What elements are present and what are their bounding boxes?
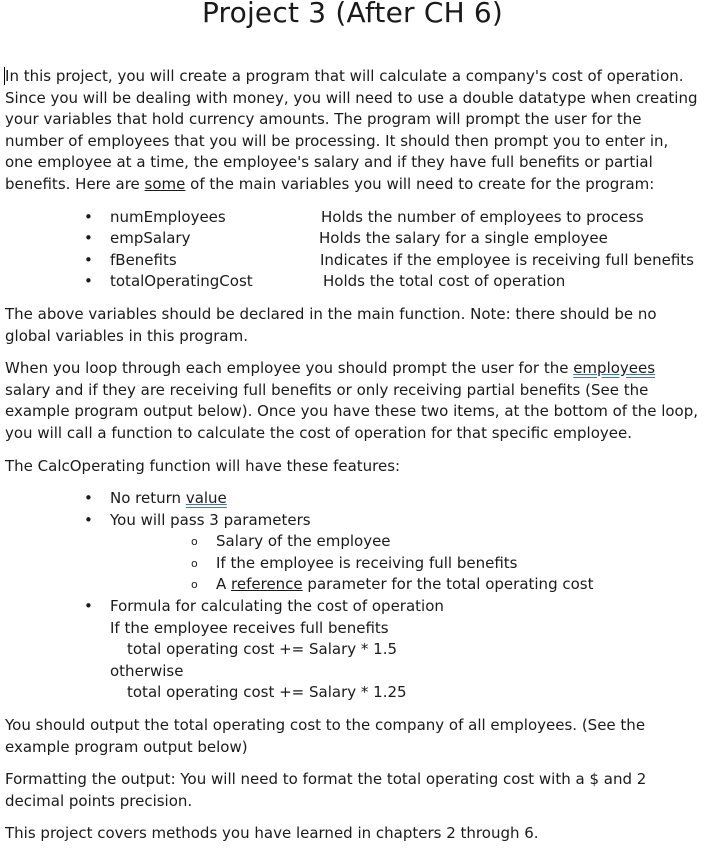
bullet-icon: • bbox=[84, 207, 93, 226]
declared-note-paragraph: The above variables should be declared in the main function. Note: there should be no global variables in this program. bbox=[5, 304, 657, 345]
text-cursor[interactable]: I bbox=[5, 67, 10, 85]
list-item: • No return value bbox=[5, 488, 699, 510]
list-item bbox=[5, 207, 699, 229]
variable-description: Holds the number of employees to process bbox=[321, 207, 644, 226]
variable-name: fBenefits bbox=[110, 250, 177, 269]
document-body bbox=[5, 66, 699, 845]
variable-description: Holds the total cost of operation bbox=[323, 272, 566, 291]
document-title: Project 3 (After CH 6) bbox=[201, 0, 504, 29]
format-paragraph: Formatting the output: You will need to format the total operating cost with a $ and 2 decimal points precision. bbox=[5, 770, 647, 810]
sub-bullet-icon: o bbox=[191, 578, 198, 592]
bullet-icon: • bbox=[84, 597, 93, 616]
underlined-reference: reference bbox=[231, 575, 303, 594]
formula-condition: If the employee receives full benefits bbox=[110, 618, 389, 637]
variable-description: Holds the salary for a single employee bbox=[319, 229, 608, 248]
list-item: • Formula for calculating the cost of operation bbox=[5, 596, 699, 618]
formula-partial-calc: total operating cost += Salary * 1.25 bbox=[127, 683, 407, 702]
grammar-flag-employees[interactable]: employees bbox=[573, 359, 656, 378]
intro-paragraph: In this project, you will create a program that will calculate a company's cost of operation. Since you will be dealing with money, you will need to use a double datatype when creating your variables that hold currency amounts. The program will prompt the user for the number of employees that you will be processing. It should then prompt you to enter in, one employee at a time, the employee's salary and if they have full benefits or partial benefits. Here are some of the main variables you will need to create for the program: bbox=[5, 67, 698, 193]
sub-bullet-icon: o bbox=[191, 535, 198, 549]
variable-description: Indicates if the employee is receiving full benefits bbox=[320, 250, 694, 269]
variable-name: numEmployees bbox=[110, 207, 226, 226]
underlined-some: some bbox=[144, 174, 186, 193]
variables-list bbox=[5, 207, 699, 293]
bullet-icon: • bbox=[84, 489, 93, 508]
sub-list-item: o If the employee is receiving full benefits bbox=[5, 553, 699, 575]
sub-list-item: o A reference parameter for the total operating cost bbox=[5, 574, 699, 596]
loop-paragraph: When you loop through each employee you should prompt the user for the employees salary and if they are receiving full benefits or only receiving partial benefits (See the example program output below). Once you have these two items, at the bottom of the loop, you will call a function to calculate the cost of operation for that specific employee. bbox=[5, 359, 699, 442]
list-item: • You will pass 3 parameters bbox=[5, 510, 699, 532]
covers-paragraph: This project covers methods you have learned in chapters 2 through 6. bbox=[5, 824, 539, 843]
list-item bbox=[5, 250, 699, 272]
bullet-icon: • bbox=[84, 229, 93, 248]
variable-name: totalOperatingCost bbox=[110, 272, 253, 291]
list-item bbox=[5, 228, 699, 250]
variable-name: empSalary bbox=[110, 229, 191, 248]
sub-bullet-icon: o bbox=[191, 556, 198, 570]
list-item bbox=[5, 271, 699, 293]
bullet-icon: • bbox=[84, 250, 93, 269]
calc-intro-paragraph: The CalcOperating function will have these features: bbox=[5, 456, 401, 475]
grammar-flag-value[interactable]: value bbox=[185, 489, 227, 508]
bullet-icon: • bbox=[84, 510, 93, 529]
formula-otherwise: otherwise bbox=[110, 661, 184, 680]
formula-full-calc: total operating cost += Salary * 1.5 bbox=[127, 640, 397, 659]
sub-list-item: o Salary of the employee bbox=[5, 531, 699, 553]
features-list bbox=[5, 488, 699, 704]
bullet-icon: • bbox=[84, 272, 93, 291]
output-paragraph: You should output the total operating cost to the company of all employees. (See the example program output below) bbox=[5, 716, 646, 756]
